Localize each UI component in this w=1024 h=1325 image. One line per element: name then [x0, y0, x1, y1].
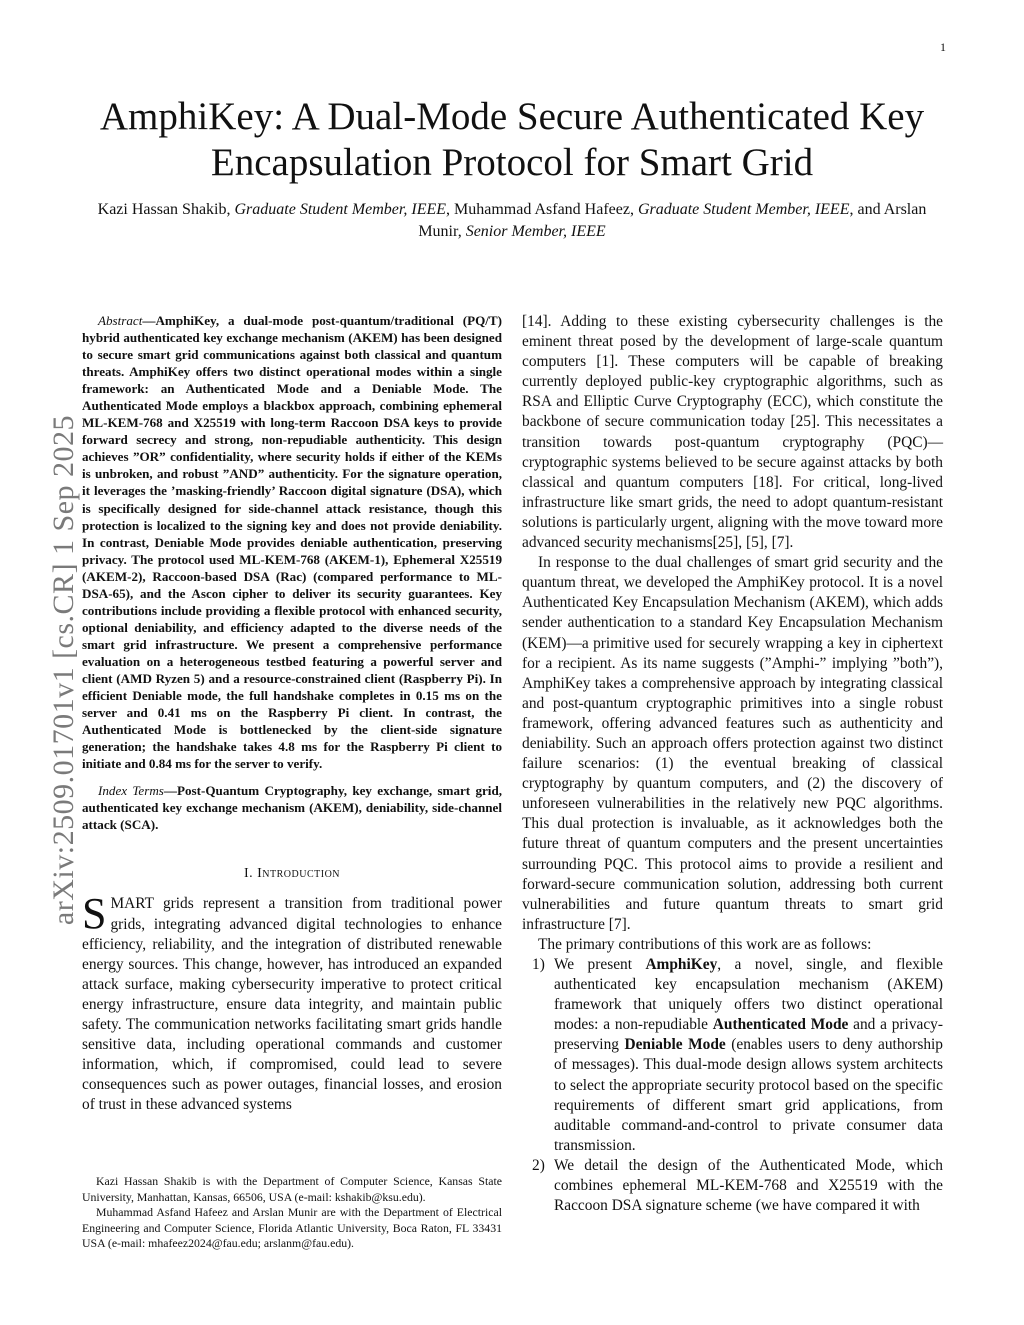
contribution-1-bold: Deniable Mode: [624, 1036, 726, 1054]
index-terms-text: —Post-Quantum Cryptography, key exchange, smart grid, authenticated key exchange mechanism (AKEM), deniability, side-channel attack (SCA).: [82, 783, 502, 833]
contribution-2-text: We detail the design of the Authenticated Mode, which combines ephemeral ML-KEM-768 and X25519 with the Raccoon DSA signature scheme (we have compared it with: [554, 1156, 943, 1215]
intro-paragraph-text: MART grids represent a transition from traditional power grids, integrating advanced digital technologies to enhance efficiency, reliability, and the integration of distributed renewable energy sources. This change, however, has introduced an expanded attack surface, making cybersecurity imperative to protect critical energy infrastructure, ensure data integrity, and maintain public safety. The communication networks facilitating smart grids handle sensitive data, including operational commands and customer information, which, if compromised, could lead to severe consequences such as power outages, financial losses, and erosion of trust in these advanced systems: [82, 895, 502, 1114]
index-terms-lead: Index Terms: [98, 783, 164, 799]
abstract: [82, 312, 502, 772]
contribution-1-text: and a privacy-preserving: [554, 1016, 944, 1054]
arxiv-id: arXiv:2509.01701v1 [cs.CR] 1 Sep 2025: [47, 414, 80, 926]
author-3-role: Senior Member, IEEE: [465, 223, 606, 240]
footnotes: [82, 1174, 502, 1252]
drop-cap: S: [82, 889, 107, 939]
abstract-text: —AmphiKey, a dual-mode post-quantum/traditional (PQ/T) hybrid authenticated key exchange mechanism (AKEM) has been designed to secure smart grid communications against both classical and quantum threats. AmphiKey offers two distinct operational modes within a single framework: an Authenticated Mode and a Deniable Mode. The Authenticated Mode employs a blackbox approach, combining ephemeral ML-KEM-768 and X25519 with long-term Raccoon DSA keys to provide forward secrecy and strong, non-repudiable authenticity. This design achieves ”OR” confidentiality, where security holds if either of the KEMs is unbroken, and robust ”AND” authenticity. For the signature operation, it leverages the ’masking-friendly’ Raccoon digital signature (DSA), which is specifically designed for side-channel attack resistance, though this protection is localized to the signing key and does not provide deniability. In contrast, Deniable Mode provides deniable authentication, preserving privacy. The protocol used ML-KEM-768 (AKEM-1), Ephemeral X25519 (AKEM-2), Raccoon-based DSA (Rac) (compared performance to ML-DSA-65), and the Ascon cipher to deliver its security guarantees. Key contributions include providing a flexible protocol with enhanced security, optional deniability, and efficiency adapted to the diverse needs of the smart grid infrastructure. We present a comprehensive performance evaluation on a heterogeneous testbed featuring a powerful server and client (AMD Ryzen 5) and a resource-constrained client (Raspberry Pi). In efficient Deniable mode, the full handshake completes in 0.15 ms on the server and 0.41 ms on the Raspberry Pi client. In contrast, the Authenticated Mode is bottlenecked by the client-side signature generation; the handshake takes 4.8 ms for the Raspberry Pi client to initiate and 0.84 ms for the server to verify.: [82, 313, 502, 772]
arxiv-sidebar: [44, 380, 84, 960]
contribution-number: 2): [532, 1156, 545, 1174]
contribution-number: 1): [532, 956, 545, 973]
right-column: [522, 312, 943, 1216]
section-number: I.: [243, 866, 258, 882]
contribution-item-2: [522, 1156, 943, 1216]
contribution-1-text: , a novel, single, and flexible authenticated key encapsulation mechanism (AKEM) framework that uniquely offers two distinct operational modes: a non-repudiable: [554, 956, 943, 1034]
title-line-1: AmphiKey: A Dual-Mode Secure Authenticated Key: [99, 95, 925, 138]
contribution-1-text: We present: [554, 956, 646, 973]
paragraph-amphikey-overview: In response to the dual challenges of smart grid security and the quantum threat, we developed the AmphiKey protocol. It is a novel Authenticated Key Encapsulation Mechanism (AKEM), which adds sender authentication to a standard Key Encapsulation Mechanism (KEM)—a primitive used for securely wrapping a key in ciphertext for a recipient. As its name suggests (”Amphi-” implying ”both”), AmphiKey takes a comprehensive approach by integrating classical and post-quantum cryptographic primitives into a single robust framework, offering advanced features such as authenticity and deniability. Such an approach offers protection against two distinct failure scenarios: (1) the eventual breaking of classical cryptography by quantum computers, and (2) the discovery of unforeseen vulnerabilities in the relatively new PQC algorithms. This dual protection is invaluable, as it acknowledges both the future threat of quantum computers and the present uncertainties surrounding PQC. This protocol aims to provide a resilient and forward-secure communication solution, addressing both current vulnerabilities and future quantum threats to smart grid infrastructure [7].: [522, 554, 943, 933]
footnote-2: Muhammad Asfand Hafeez and Arslan Munir are with the Department of Electrical Engineering and Computer Science, Florida Atlantic University, Boca Raton, FL 33431 USA (e-mail: mhafeez2024@fau.edu; arslanm@fau.edu).: [82, 1205, 502, 1250]
paragraph-quantum-threat: [14]. Adding to these existing cybersecurity challenges is the eminent threat posed by the development of large-scale quantum computers [1]. These computers will be capable of breaking currently deployed public-key cryptographic algorithms, such as RSA and Elliptic Curve Cryptography (ECC), which constitute the backbone of secure communication today [25]. This necessitates a transition towards post-quantum cryptography (PQC)—cryptographic systems believed to be secure against attacks by both classical and quantum computers [18]. For critical, long-lived infrastructure like smart grids, the need to adopt quantum-resistant solutions is particularly urgent, aligning with the move toward more advanced security mechanisms[25], [5], [7].: [522, 313, 943, 552]
section-title: Introduction: [257, 866, 341, 882]
author-list: [80, 199, 944, 243]
author-3: , and Arslan Munir,: [418, 201, 927, 240]
author-2: , Muhammad Asfand Hafeez,: [446, 201, 638, 218]
left-column: [82, 312, 502, 1115]
contribution-1-text: (enables users to deny authorship of messages). This dual-mode design allows system architects to select the appropriate security protocol based on the specific requirements of different smart grid applications, from auditable command-and-control to private consumer data transmission.: [554, 1036, 943, 1154]
section-heading-introduction: [82, 866, 502, 882]
author-1: Kazi Hassan Shakib,: [97, 201, 235, 218]
author-1-role: Graduate Student Member, IEEE: [234, 201, 447, 218]
contribution-1-bold: AmphiKey: [645, 956, 718, 973]
intro-paragraph: [82, 889, 502, 1115]
page-number: 1: [940, 40, 946, 54]
abstract-lead: Abstract: [98, 313, 143, 328]
contribution-1-bold: Authenticated Mode: [712, 1016, 849, 1034]
author-2-role: Graduate Student Member, IEEE: [637, 201, 850, 218]
index-terms: [82, 782, 502, 833]
footnote-1: Kazi Hassan Shakib is with the Department of Computer Science, Kansas State University, Manhattan, Kansas, 66506, USA (e-mail: kshakib@ksu.edu).: [82, 1174, 502, 1204]
contribution-item-1: [522, 955, 943, 1156]
paragraph-contributions-intro: The primary contributions of this work are as follows:: [538, 935, 872, 953]
title-line-2: Encapsulation Protocol for Smart Grid: [210, 141, 814, 184]
paper-title: [60, 94, 964, 186]
contributions-list: [522, 955, 943, 1216]
